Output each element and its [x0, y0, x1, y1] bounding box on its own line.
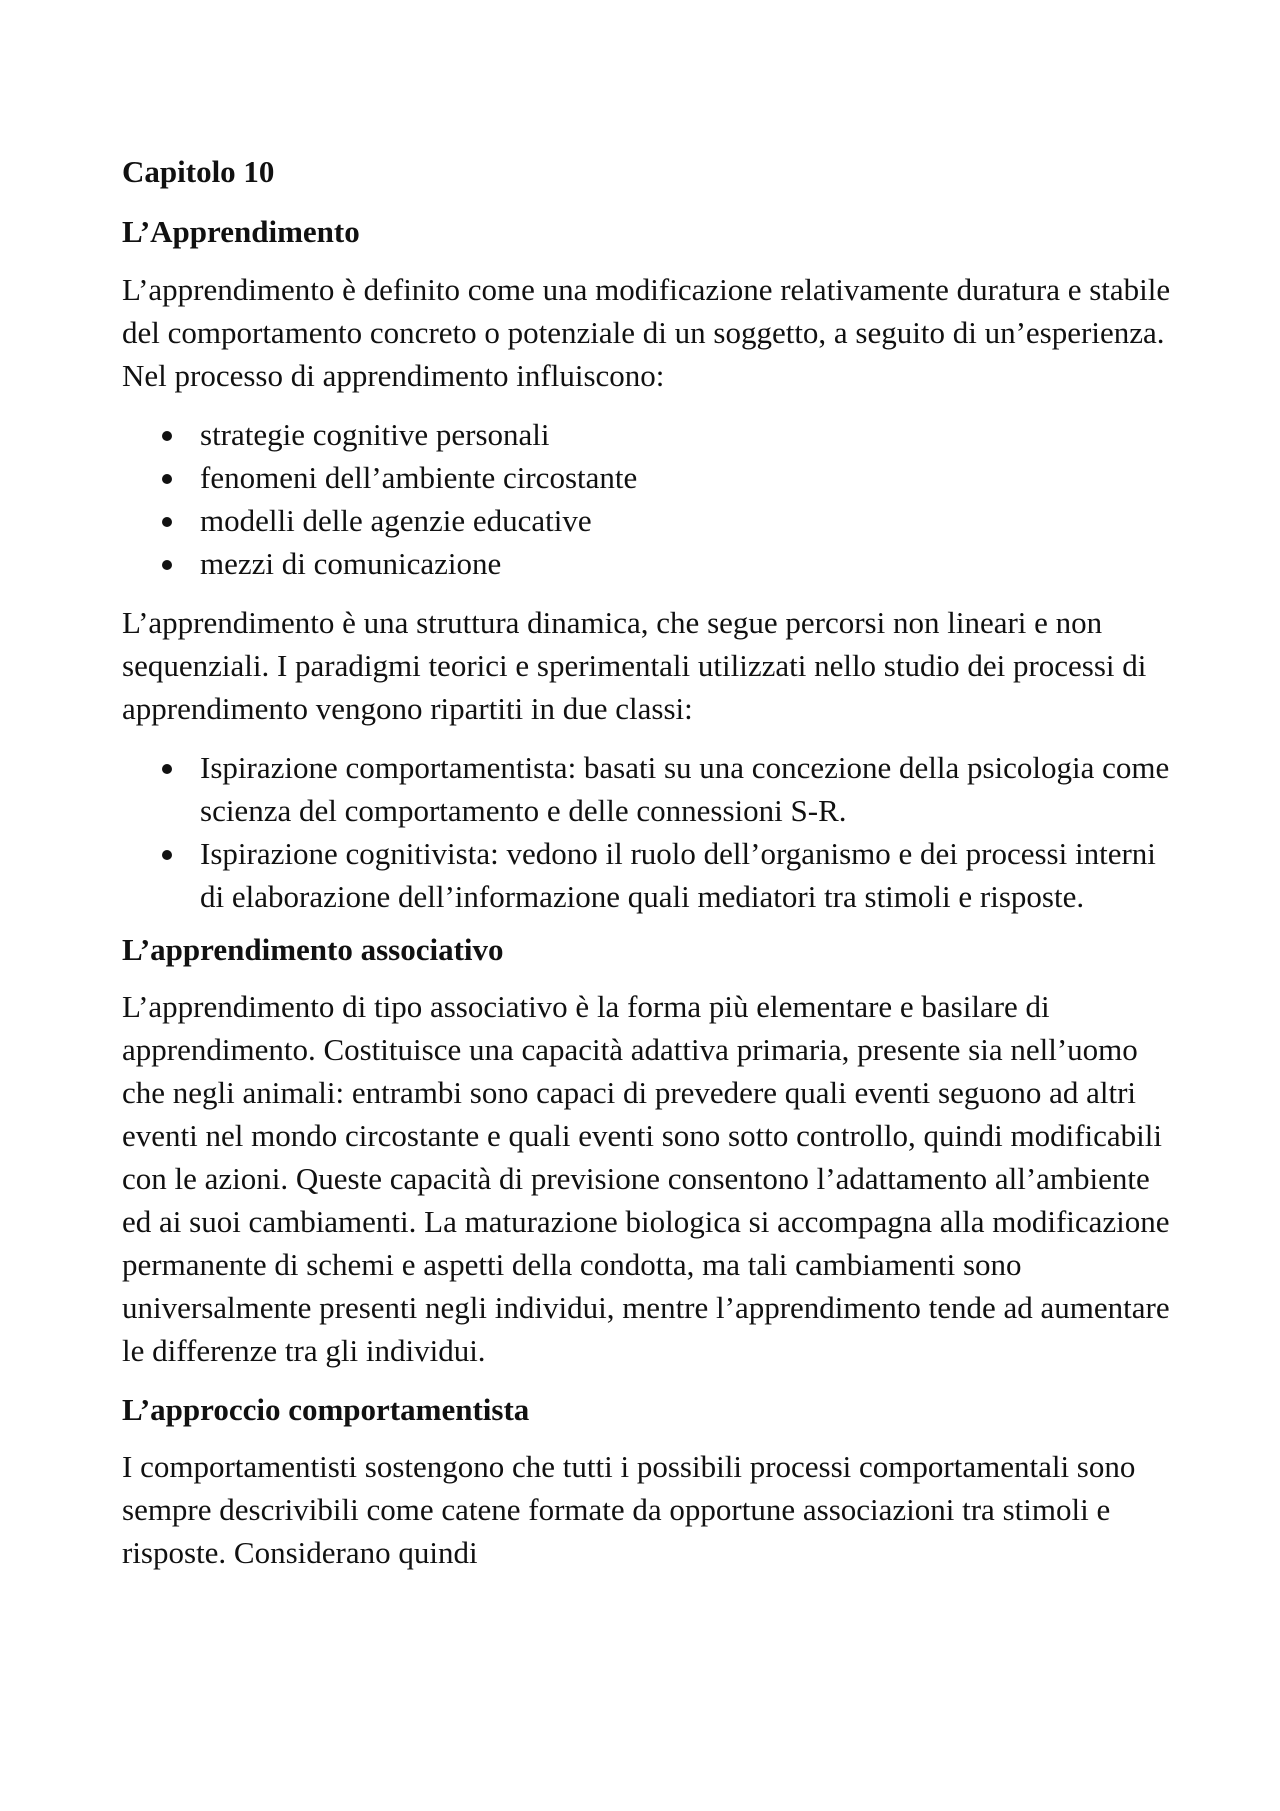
bullet-icon	[162, 474, 172, 484]
list-item	[122, 413, 1182, 456]
list-item-text: Ispirazione cognitivista: vedono il ruolo dell’organismo e dei processi interni di elaborazione dell’informazione quali mediatori tra stimoli e risposte.	[200, 836, 1156, 914]
list-item	[122, 832, 1182, 918]
bullet-icon	[162, 560, 172, 570]
associative-paragraph: L’apprendimento di tipo associativo è la forma più elementare e basilare di apprendimento. Costituisce una capacità adattiva primaria, presente sia nell’uomo che negli animali: entrambi sono capaci di prevedere quali eventi seguono ad altri eventi nel mondo circostante e quali eventi sono sotto controllo, quindi modificabili con le azioni. Queste capacità di previsione consentono l’adattamento all’ambiente ed ai suoi cambiamenti. La maturazione biologica si accompagna alla modificazione permanente di schemi e aspetti della condotta, ma tali cambiamenti sono universalmente presenti negli individui, mentre l’apprendimento tende ad aumentare le differenze tra gli individui.	[122, 989, 1170, 1368]
list-item	[122, 456, 1182, 499]
list-item-text: Ispirazione comportamentista: basati su una concezione della psicologia come scienza del comportamento e delle connessioni S-R.	[200, 750, 1170, 828]
classes-list	[122, 746, 1182, 918]
intro-paragraph: L’apprendimento è definito come una modificazione relativamente duratura e stabile del comportamento concreto o potenziale di un soggetto, a seguito di un’esperienza. Nel processo di apprendimento influiscono:	[122, 272, 1171, 393]
bullet-icon	[162, 850, 172, 860]
list-item-text: mezzi di comunicazione	[200, 546, 502, 581]
section-heading-behaviorist: L’approccio comportamentista	[122, 1392, 530, 1427]
structure-paragraph: L’apprendimento è una struttura dinamica, che segue percorsi non lineari e non sequenziali. I paradigmi teorici e sperimentali utilizzati nello studio dei processi di apprendimento vengono ripartiti in due classi:	[122, 605, 1147, 726]
bullet-icon	[162, 431, 172, 441]
list-item	[122, 542, 1182, 585]
influences-list	[122, 413, 1182, 585]
list-item-text: fenomeni dell’ambiente circostante	[200, 460, 638, 495]
chapter-title: L’Apprendimento	[122, 214, 360, 249]
list-item	[122, 746, 1182, 832]
bullet-icon	[162, 764, 172, 774]
list-item	[122, 499, 1182, 542]
behaviorist-paragraph: I comportamentisti sostengono che tutti i possibili processi comportamentali sono sempre descrivibili come catene formate da opportune associazioni tra stimoli e risposte. Considerano quindi	[122, 1449, 1136, 1570]
section-heading-associative: L’apprendimento associativo	[122, 932, 504, 967]
list-item-text: strategie cognitive personali	[200, 417, 550, 452]
bullet-icon	[162, 517, 172, 527]
list-item-text: modelli delle agenzie educative	[200, 503, 592, 538]
chapter-label: Capitolo 10	[122, 154, 275, 189]
page-content	[122, 150, 1182, 1590]
